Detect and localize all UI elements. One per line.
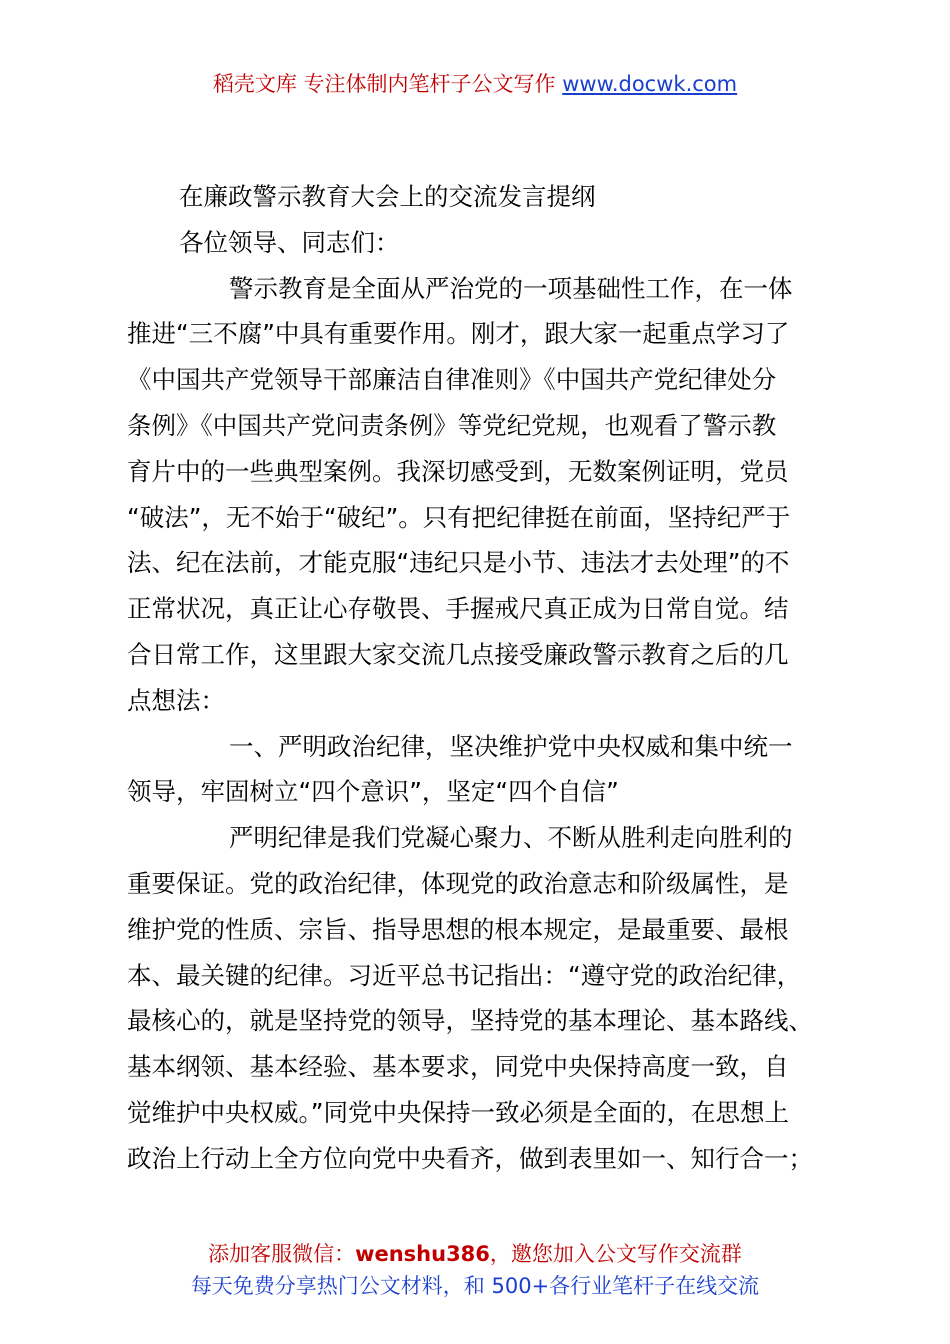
text-line: 维护党的性质、宗旨、指导思想的根本规定，是最重要、最根 xyxy=(127,914,789,944)
text-line: 推进“三不腐”中具有重要作用。刚才，跟大家一起重点学习了 xyxy=(127,319,790,349)
text-line: 觉维护中央权威。”同党中央保持一致必须是全面的，在思想上 xyxy=(127,1097,789,1127)
text-line: 本、最关键的纪律。习近平总书记指出：“遵守党的政治纪律， xyxy=(127,960,802,990)
text-line: 重要保证。党的政治纪律，体现党的政治意志和阶级属性，是 xyxy=(127,868,789,898)
document-body xyxy=(127,174,837,1182)
header-text: 稻壳文库 专注体制内笔杆子公文写作 xyxy=(212,72,563,96)
greeting: 各位领导、同志们： xyxy=(179,227,400,257)
text-line: 条例》《中国共产党问责条例》等党纪党规，也观看了警示教 xyxy=(127,410,777,440)
section-heading-cont: 领导，牢固树立“四个意识”，坚定“四个自信” xyxy=(127,777,619,807)
text-line: 合日常工作，这里跟大家交流几点接受廉政警示教育之后的几 xyxy=(127,639,789,669)
footer-line-1 xyxy=(0,1238,950,1270)
footer-suffix: ，邀您加入公文写作交流群 xyxy=(489,1242,742,1266)
wechat-id: wenshu386 xyxy=(355,1242,490,1266)
footer-line-2: 每天免费分享热门公文材料，和 500+各行业笔杆子在线交流 xyxy=(190,1274,760,1298)
text-line: 法、纪在法前，才能克服“违纪只是小节、违法才去处理”的不 xyxy=(127,548,790,578)
text-line: 最核心的，就是坚持党的领导，坚持党的基本理论、基本路线、 xyxy=(127,1006,813,1036)
page-footer xyxy=(0,1238,950,1302)
page-header xyxy=(0,66,950,102)
text-line: 点想法： xyxy=(127,685,225,715)
text-line: 《中国共产党领导干部廉洁自律准则》《中国共产党纪律处分 xyxy=(127,365,777,395)
text-line: 警示教育是全面从严治党的一项基础性工作，在一体 xyxy=(229,273,793,303)
text-line: 严明纪律是我们党凝心聚力、不断从胜利走向胜利的 xyxy=(229,823,793,853)
footer-prefix: 添加客服微信： xyxy=(208,1242,356,1266)
text-line: 正常状况，真正让心存敬畏、手握戒尺真正成为日常自觉。结 xyxy=(127,594,789,624)
text-line: 育片中的一些典型案例。我深切感受到，无数案例证明，党员 xyxy=(127,456,789,486)
website-link[interactable]: www.docwk.com xyxy=(562,72,738,96)
text-line: “破法”，无不始于“破纪”。只有把纪律挺在前面，坚持纪严于 xyxy=(127,502,791,532)
document-title: 在廉政警示教育大会上的交流发言提纲 xyxy=(179,182,596,211)
text-line: 政治上行动上全方位向党中央看齐，做到表里如一、知行合一； xyxy=(127,1143,813,1173)
section-heading: 一、严明政治纪律，坚决维护党中央权威和集中统一 xyxy=(229,731,793,761)
text-line: 基本纲领、基本经验、基本要求，同党中央保持高度一致，自 xyxy=(127,1052,789,1082)
